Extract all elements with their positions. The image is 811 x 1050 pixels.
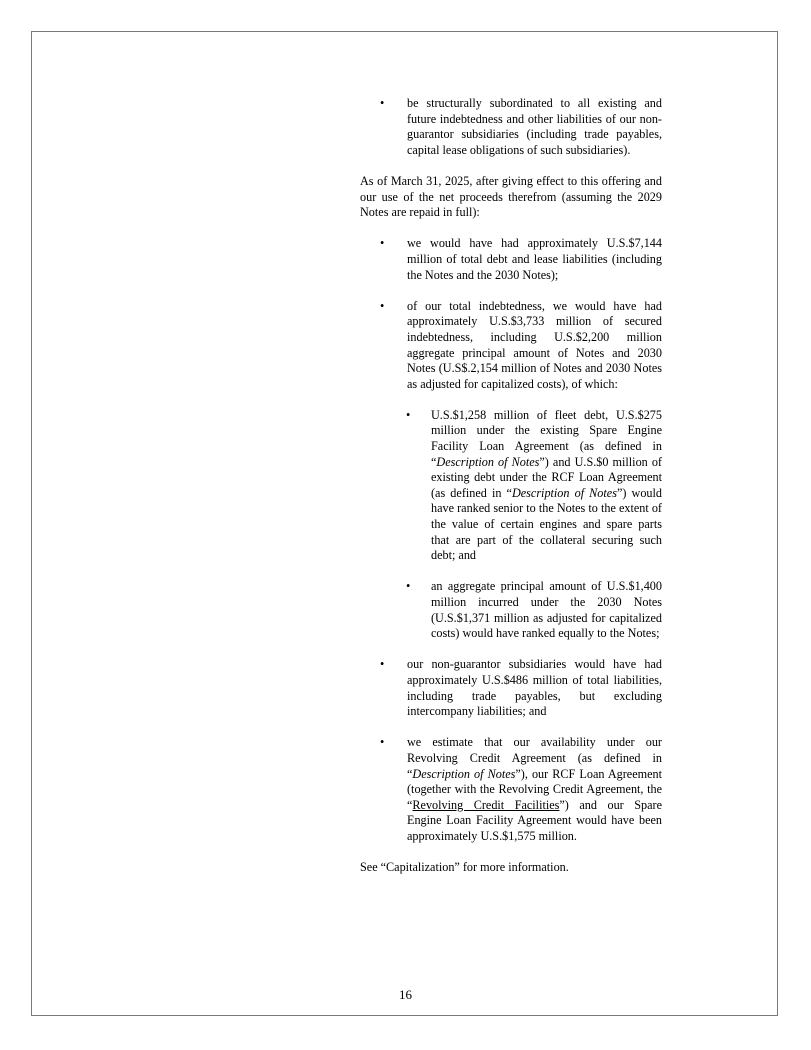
italic-reference: Description of Notes bbox=[412, 766, 516, 781]
bullet-text: of our total indebtedness, we would have had approximately U.S.$3,733 million of secured indebtedness, including U.S.$2,200 million aggregate principal amount of Notes and 2030 Notes (U.S$.2,154 million of Notes and 2030 Notes as adjusted for capitalized costs), of which: bbox=[407, 298, 662, 391]
bullet-text-part: we estimate that our availability under our Revolving Credit Agreement (as defined in “ bbox=[407, 735, 662, 781]
sub-list-item bbox=[360, 579, 662, 641]
sub-bullet-text-part: ”) and U.S.$0 million of existing debt under the RCF Loan Agreement (as defined in “ bbox=[431, 454, 662, 500]
page-number: 16 bbox=[399, 987, 412, 1002]
sub-bullet-text-part: ”) would have ranked senior to the Notes to the extent of the value of certain engines and spare parts that are part of the collateral securing such debt; and bbox=[431, 485, 662, 563]
bullet-text: be structurally subordinated to all existing and future indebtedness and other liabilities of our non-guarantor subsidiaries (including trade payables, capital lease obligations of such subsidiaries). bbox=[407, 96, 662, 157]
italic-reference: Description of Notes bbox=[436, 454, 540, 469]
sub-list-item bbox=[360, 408, 662, 564]
list-item bbox=[360, 735, 662, 844]
list-item bbox=[360, 299, 662, 393]
intro-paragraph: As of March 31, 2025, after giving effect to this offering and our use of the net proceeds therefrom (assuming the 2029 Notes are repaid in full): bbox=[360, 173, 662, 220]
defined-term-link: Revolving Credit Facilities bbox=[412, 797, 560, 812]
list-item bbox=[360, 96, 662, 158]
bullet-icon: • bbox=[380, 96, 385, 110]
bullet-text-part: ”) and our Spare Engine Loan Facility Agreement would have been approximately U.S.$1,575 million. bbox=[407, 797, 663, 843]
italic-reference: Description of Notes bbox=[511, 485, 617, 500]
bullet-text-part: ”), our RCF Loan Agreement (together with the Revolving Credit Agreement, the “ bbox=[407, 766, 662, 812]
sub-bullet-text: an aggregate principal amount of U.S.$1,400 million incurred under the 2030 Notes (U.S.$1,371 million as adjusted for capitalized costs) would have ranked equally to the Notes; bbox=[431, 579, 662, 641]
bullet-icon: • bbox=[380, 236, 385, 251]
bullet-icon: • bbox=[406, 407, 411, 422]
bullet-text: our non-guarantor subsidiaries would have had approximately U.S.$486 million of total liabilities, including trade payables, but excluding intercompany liabilities; and bbox=[407, 657, 662, 719]
bullet-text: we would have had approximately U.S.$7,144 million of total debt and lease liabilities (including the Notes and the 2030 Notes); bbox=[407, 236, 662, 282]
bullet-icon: • bbox=[406, 579, 411, 594]
bullet-icon: • bbox=[380, 657, 385, 672]
bullet-icon: • bbox=[380, 735, 385, 750]
sub-bullet-text-part: U.S.$1,258 million of fleet debt, U.S.$275 million under the existing Spare Engine Facility Loan Agreement (as defined in “ bbox=[431, 407, 662, 469]
list-item bbox=[360, 657, 662, 719]
document-body bbox=[360, 96, 662, 876]
closing-paragraph: See “Capitalization” for more information. bbox=[360, 860, 569, 875]
list-item bbox=[360, 236, 662, 283]
bullet-icon: • bbox=[380, 298, 385, 313]
